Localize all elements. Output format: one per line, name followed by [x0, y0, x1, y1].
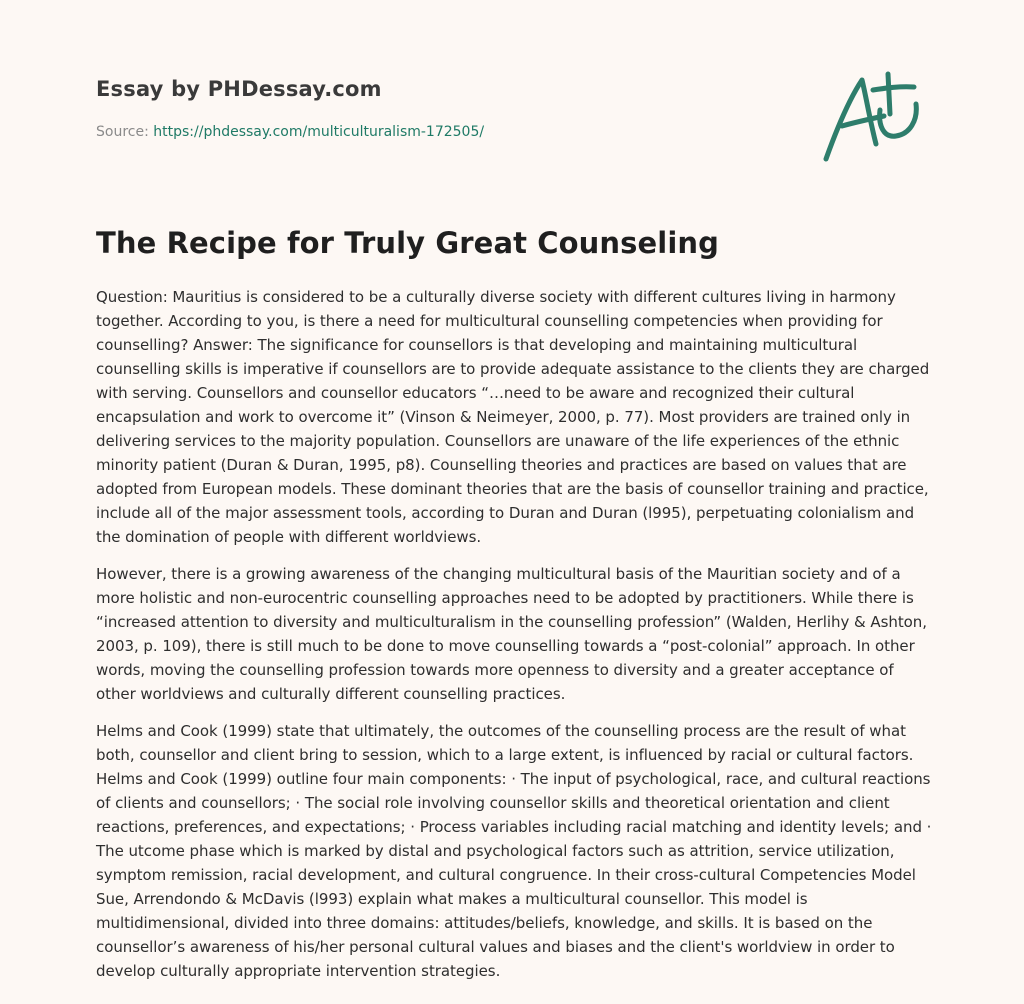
site-title: Essay by PHDessay.com — [96, 77, 382, 101]
paragraph: Helms and Cook (1999) state that ultimately, the outcomes of the counselling process are the result of what both, counsellor and client bring to session, which to a large extent, is influenced by racial or cultural factors. Helms and Cook (1999) outline four main components: · The input of psychological, race, and cultural reactions of clients and counsellors; · The social role involving counsellor skills and theoretical orientation and client reactions, preferences, and expectations; · Process variables including racial matching and identity levels; and · The utcome phase which is marked by distal and psychological factors such as attrition, service utilization, symptom remission, racial development, and cultural congruence. In their cross-cultural Competencies Model Sue, Arrendondo & McDavis (l993) explain what makes a multicultural counsellor. This model is multidimensional, divided into three domains: attitudes/beliefs, knowledge, and skills. It is based on the counsellor’s awareness of his/her personal cultural values and biases and the client's worldview in order to develop culturally appropriate intervention strategies. — [96, 722, 932, 980]
paragraph: However, there is a growing awareness of the changing multicultural basis of the Mauritian society and of a more holistic and non-eurocentric counselling approaches need to be adopted by practitioners. While there is “increased attention to diversity and multiculturalism in the counselling profession” (Walden, Herlihy & Ashton, 2003, p. 109), there is still much to be done to move counselling towards a “post-colonial” approach. In other words, moving the counselling profession towards more openness to diversity and a greater acceptance of other worldviews and culturally different counselling practices. — [96, 565, 927, 703]
source-label: Source: — [96, 124, 154, 140]
article-body — [96, 285, 932, 996]
source-link[interactable]: https://phdessay.com/multiculturalism-172505/ — [153, 124, 485, 140]
article-title: The Recipe for Truly Great Counseling — [96, 226, 719, 260]
paragraph: Question: Mauritius is considered to be a culturally diverse society with different cultures living in harmony together. According to you, is there a need for multicultural counselling competencies when providing for counselling? Answer: The significance for counsellors is that developing and maintaining multicultural counselling skills is imperative if counsellors are to provide adequate assistance to the clients they are charged with serving. Counsellors and counsellor educators “…need to be aware and recognized their cultural encapsulation and work to overcome it” (Vinson & Neimeyer, 2000, p. 77). Most providers are trained only in delivering services to the majority population. Counsellors are unaware of the life experiences of the ethnic minority patient (Duran & Duran, 1995, p8). Counselling theories and practices are based on values that are adopted from European models. These dominant theories that are the basis of counsellor training and practice, include all of the major assessment tools, according to Duran and Duran (l995), perpetuating colonialism and the domination of people with different worldviews. — [96, 288, 930, 546]
page-header — [96, 0, 928, 190]
source-line — [96, 124, 484, 140]
a-plus-grade-icon — [818, 66, 928, 166]
